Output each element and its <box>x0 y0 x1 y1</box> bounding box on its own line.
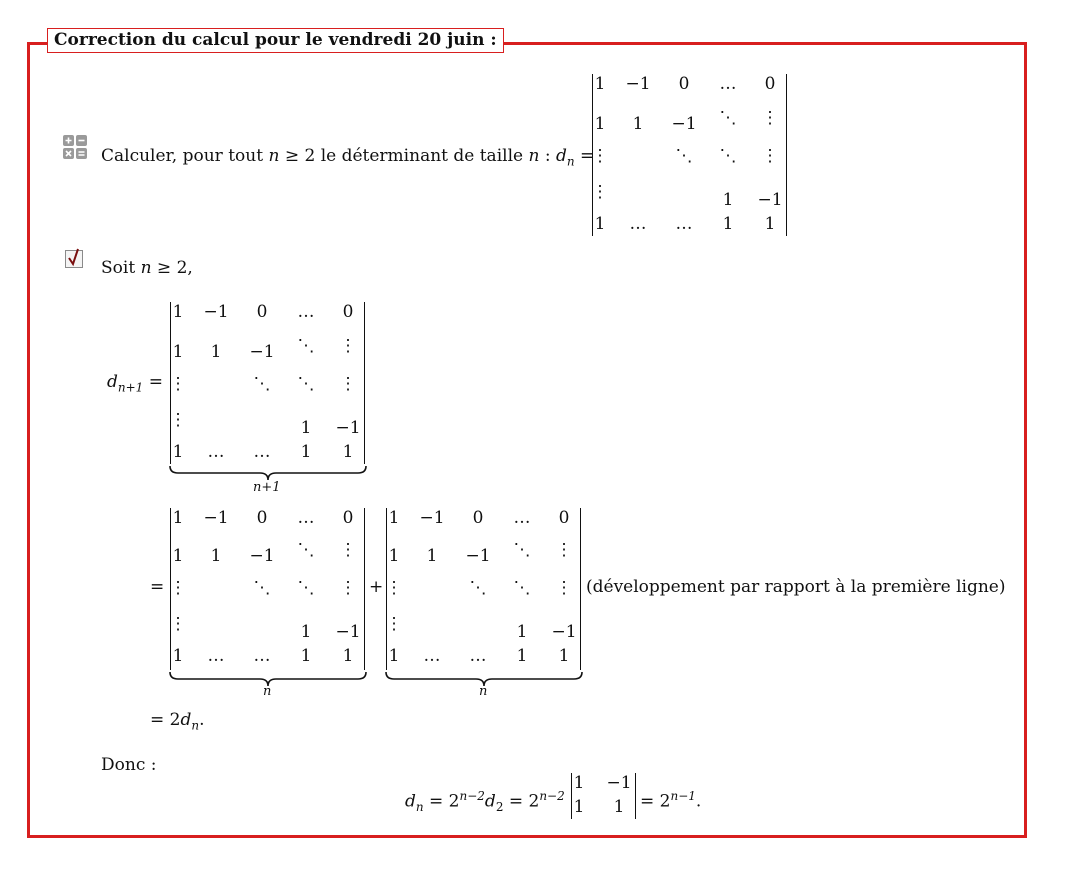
final-result: = $2^{n-1}$. <box>640 789 702 812</box>
checkmark-icon <box>65 248 85 268</box>
exercise-condition: ≥ 2 le déterminant de taille <box>284 146 524 166</box>
matrix-entry: −1 <box>551 622 577 642</box>
matrix-entry: 0 <box>764 74 776 94</box>
matrix-entry: 1 <box>516 646 528 666</box>
matrix-entry: … <box>297 508 315 528</box>
page-title: Correction du calcul pour le vendredi 20 juin : <box>47 28 504 53</box>
matrix-entry: 1 <box>573 773 585 793</box>
matrix-entry: 0 <box>256 508 268 528</box>
matrix-entry: … <box>253 646 271 666</box>
matrix-entry: 0 <box>558 508 570 528</box>
vdots: ⋮ <box>339 540 357 560</box>
vdots: ⋮ <box>591 146 609 166</box>
d-n-plus-1-label: $d_{n+1}$ = <box>107 372 163 395</box>
vdots: ⋮ <box>385 578 403 598</box>
determinant-n-a <box>170 508 365 670</box>
matrix-entry: 1 <box>613 797 625 817</box>
matrix-entry: 1 <box>722 190 734 210</box>
plus-sign: + <box>369 577 384 597</box>
matrix-entry: 1 <box>632 114 644 134</box>
matrix-entry: … <box>629 214 647 234</box>
matrix-entry: … <box>513 508 531 528</box>
calculator-icon <box>63 135 87 159</box>
ddots: ⋱ <box>253 578 271 598</box>
matrix-entry: 1 <box>300 442 312 462</box>
matrix-entry: 0 <box>472 508 484 528</box>
vdots: ⋮ <box>169 614 187 634</box>
ddots: ⋱ <box>719 108 737 128</box>
matrix-entry: 1 <box>764 214 776 234</box>
ddots: ⋱ <box>297 540 315 560</box>
matrix-entry: 1 <box>300 622 312 642</box>
matrix-entry: 1 <box>594 114 606 134</box>
matrix-entry: 1 <box>210 546 222 566</box>
determinant-exercise <box>592 74 787 236</box>
vdots: ⋮ <box>169 374 187 394</box>
matrix-entry: 0 <box>678 74 690 94</box>
matrix-entry: 1 <box>388 646 400 666</box>
determinant-2x2 <box>571 773 636 819</box>
vdots: ⋮ <box>339 336 357 356</box>
ddots: ⋱ <box>513 540 531 560</box>
ddots: ⋱ <box>675 146 693 166</box>
var-n: n <box>268 146 280 166</box>
matrix-entry: … <box>675 214 693 234</box>
solution-intro: Soit n ≥ 2, <box>101 258 193 278</box>
brace-label-n-a: n <box>263 684 272 699</box>
matrix-entry: 1 <box>573 797 585 817</box>
matrix-entry: −1 <box>249 342 275 362</box>
vdots: ⋮ <box>169 578 187 598</box>
vdots: ⋮ <box>339 374 357 394</box>
matrix-entry: 1 <box>172 508 184 528</box>
matrix-entry: 0 <box>342 508 354 528</box>
matrix-entry: −1 <box>335 418 361 438</box>
exercise-statement: Calculer, pour tout n ≥ 2 le déterminant de taille n : $d_n$ = <box>101 146 595 169</box>
determinant-n-b <box>386 508 581 670</box>
ddots: ⋱ <box>253 374 271 394</box>
matrix-entry: … <box>423 646 441 666</box>
matrix-entry: 1 <box>516 622 528 642</box>
vdots: ⋮ <box>385 614 403 634</box>
vdots: ⋮ <box>555 540 573 560</box>
matrix-entry: −1 <box>671 114 697 134</box>
matrix-entry: −1 <box>203 302 229 322</box>
ddots: ⋱ <box>297 578 315 598</box>
donc-label: Donc : <box>101 755 157 775</box>
vdots: ⋮ <box>169 410 187 430</box>
matrix-entry: 1 <box>594 214 606 234</box>
matrix-entry: 1 <box>172 442 184 462</box>
matrix-entry: 1 <box>172 546 184 566</box>
matrix-entry: −1 <box>465 546 491 566</box>
matrix-entry: −1 <box>203 508 229 528</box>
matrix-entry: 1 <box>342 646 354 666</box>
matrix-entry: −1 <box>249 546 275 566</box>
matrix-entry: 1 <box>172 302 184 322</box>
matrix-entry: 1 <box>388 508 400 528</box>
matrix-entry: 1 <box>172 646 184 666</box>
matrix-entry: 1 <box>426 546 438 566</box>
final-formula: $d_n = 2^{n-2}d_2 = 2^{n-2}$ <box>405 789 565 815</box>
matrix-entry: … <box>719 74 737 94</box>
brace-label-n-b: n <box>479 684 488 699</box>
ddots: ⋱ <box>469 578 487 598</box>
matrix-entry: … <box>207 442 225 462</box>
vdots: ⋮ <box>555 578 573 598</box>
matrix-entry: 1 <box>210 342 222 362</box>
vdots: ⋮ <box>591 182 609 202</box>
matrix-entry: 0 <box>342 302 354 322</box>
ddots: ⋱ <box>719 146 737 166</box>
matrix-entry: … <box>297 302 315 322</box>
matrix-entry: −1 <box>606 773 632 793</box>
ddots: ⋱ <box>297 336 315 356</box>
vdots: ⋮ <box>761 108 779 128</box>
matrix-entry: 1 <box>388 546 400 566</box>
matrix-entry: … <box>469 646 487 666</box>
matrix-entry: 0 <box>256 302 268 322</box>
matrix-entry: 1 <box>558 646 570 666</box>
matrix-entry: 1 <box>722 214 734 234</box>
result-line: = $2d_n$. <box>150 710 205 733</box>
matrix-entry: 1 <box>342 442 354 462</box>
matrix-entry: … <box>207 646 225 666</box>
expansion-note: (développement par rapport à la première ligne) <box>586 577 1006 597</box>
equals-sign: = <box>150 577 165 597</box>
ddots: ⋱ <box>513 578 531 598</box>
matrix-entry: 1 <box>594 74 606 94</box>
vdots: ⋮ <box>339 578 357 598</box>
matrix-entry: −1 <box>335 622 361 642</box>
vdots: ⋮ <box>761 146 779 166</box>
matrix-entry: … <box>253 442 271 462</box>
matrix-entry: 1 <box>300 418 312 438</box>
matrix-entry: −1 <box>757 190 783 210</box>
brace-label-n-plus-1: n+1 <box>253 480 281 495</box>
matrix-entry: −1 <box>625 74 651 94</box>
matrix-entry: 1 <box>300 646 312 666</box>
determinant-n-plus-1 <box>170 302 365 464</box>
matrix-entry: −1 <box>419 508 445 528</box>
matrix-entry: 1 <box>172 342 184 362</box>
ddots: ⋱ <box>297 374 315 394</box>
